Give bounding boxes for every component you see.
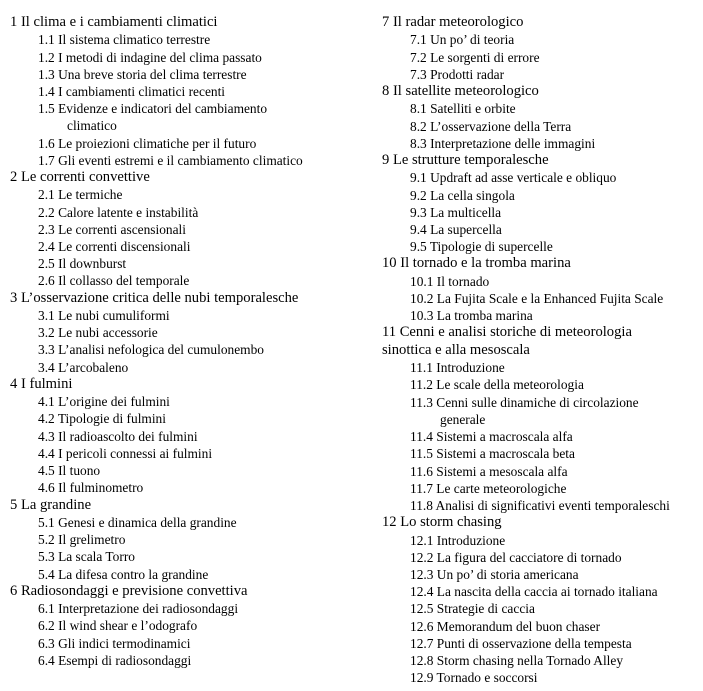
toc-right-column: [382, 14, 700, 686]
chapter-heading: 8 Il satellite meteorologico: [382, 83, 539, 100]
section-entry: 11.1 Introduzione: [410, 360, 505, 376]
section-entry: 9.4 La supercella: [410, 222, 502, 238]
section-entry: 3.4 L’arcobaleno: [38, 359, 129, 375]
section-entry: 12.5 Strategie di caccia: [410, 601, 535, 617]
section-entry: 8.2 L’osservazione della Terra: [410, 118, 572, 134]
chapter-heading: 6 Radiosondaggi e previsione convettiva: [10, 582, 248, 599]
section-entry: 1.6 Le proiezioni climatiche per il futuro: [38, 135, 257, 151]
section-entry: 7.1 Un po’ di teoria: [410, 32, 515, 48]
chapter-heading: 7 Il radar meteorologico: [382, 14, 524, 30]
chapter-heading: 2 Le correnti convettive: [10, 169, 150, 186]
section-entry: 1.7 Gli eventi estremi e il cambiamento climatico: [38, 152, 303, 168]
chapter-heading: 11 Cenni e analisi storiche di meteorologia: [382, 324, 632, 341]
section-continuation: generale: [440, 411, 486, 427]
section-entry: 12.8 Storm chasing nella Tornado Alley: [410, 652, 624, 668]
chapter-heading: 3 L’osservazione critica delle nubi temporalesche: [10, 289, 299, 306]
section-entry: 2.5 Il downburst: [38, 256, 127, 272]
section-entry: 7.2 Le sorgenti di errore: [410, 49, 540, 65]
section-entry: 12.4 La nascita della caccia ai tornado italiana: [410, 584, 658, 600]
chapter-heading: 5 La grandine: [10, 496, 92, 513]
section-entry: 2.3 Le correnti ascensionali: [38, 221, 186, 237]
section-entry: 4.1 L’origine dei fulmini: [38, 394, 170, 410]
section-entry: 9.5 Tipologie di supercelle: [410, 239, 553, 255]
section-entry: 9.3 La multicella: [410, 204, 502, 220]
section-entry: 11.5 Sistemi a macroscala beta: [410, 446, 575, 462]
section-entry: 10.1 Il tornado: [410, 273, 490, 289]
section-entry: 5.4 La difesa contro la grandine: [38, 566, 209, 582]
section-entry: 11.8 Analisi di significativi eventi temporaleschi: [410, 497, 670, 513]
section-entry: 12.2 La figura del cacciatore di tornado: [410, 549, 622, 565]
section-entry: 1.1 Il sistema climatico terrestre: [38, 32, 211, 48]
section-entry: 9.1 Updraft ad asse verticale e obliquo: [410, 170, 617, 186]
section-entry: 12.3 Un po’ di storia americana: [410, 566, 579, 582]
section-entry: 3.1 Le nubi cumuliformi: [38, 308, 170, 324]
section-entry: 12.9 Tornado e soccorsi: [410, 670, 538, 686]
chapter-heading: 9 Le strutture temporalesche: [382, 152, 549, 169]
chapter-heading: 12 Lo storm chasing: [382, 514, 502, 531]
section-entry: 4.2 Tipologie di fulmini: [38, 411, 166, 427]
section-entry: 12.1 Introduzione: [410, 532, 506, 548]
section-entry: 2.2 Calore latente e instabilità: [38, 204, 199, 220]
section-entry: 5.2 Il grelimetro: [38, 532, 126, 548]
section-entry: 3.2 Le nubi accessorie: [38, 325, 158, 341]
section-entry: 10.3 La tromba marina: [410, 308, 533, 324]
section-entry: 4.5 Il tuono: [38, 463, 101, 479]
section-entry: 12.7 Punti di osservazione della tempesta: [410, 635, 632, 651]
chapter-heading-continuation: sinottica e alla mesoscala: [382, 341, 530, 358]
section-entry: 3.3 L’analisi nefologica del cumulonembo: [38, 342, 264, 358]
section-entry: 2.4 Le correnti discensionali: [38, 239, 191, 255]
section-entry: 1.2 I metodi di indagine del clima passato: [38, 49, 262, 65]
section-entry: 2.1 Le termiche: [38, 187, 123, 203]
section-entry: 4.4 I pericoli connessi ai fulmini: [38, 445, 213, 461]
section-entry: 1.4 I cambiamenti climatici recenti: [38, 84, 226, 100]
toc-left-column: [10, 14, 372, 669]
section-entry: 7.3 Prodotti radar: [410, 66, 505, 82]
section-entry: 6.4 Esempi di radiosondaggi: [38, 652, 192, 668]
section-entry: 8.3 Interpretazione delle immagini: [410, 135, 596, 151]
chapter-heading: 4 I fulmini: [10, 375, 73, 392]
section-entry: 11.4 Sistemi a macroscala alfa: [410, 429, 573, 445]
section-entry: 4.6 Il fulminometro: [38, 480, 144, 496]
section-entry: 4.3 Il radioascolto dei fulmini: [38, 428, 198, 444]
section-entry: 11.7 Le carte meteorologiche: [410, 480, 567, 496]
chapter-heading: 1 Il clima e i cambiamenti climatici: [10, 14, 218, 30]
chapter-heading: 10 Il tornado e la tromba marina: [382, 255, 571, 272]
section-entry: 1.3 Una breve storia del clima terrestre: [38, 66, 247, 82]
section-entry: 9.2 La cella singola: [410, 187, 515, 203]
section-entry: 12.6 Memorandum del buon chaser: [410, 618, 601, 634]
section-entry: 5.3 La scala Torro: [38, 549, 135, 565]
section-entry: 11.6 Sistemi a mesoscala alfa: [410, 463, 568, 479]
section-continuation: climatico: [67, 118, 117, 134]
section-entry: 6.1 Interpretazione dei radiosondaggi: [38, 601, 239, 617]
section-entry: 1.5 Evidenze e indicatori del cambiamento: [38, 101, 268, 117]
section-entry: 11.3 Cenni sulle dinamiche di circolazione: [410, 394, 639, 410]
section-entry: 11.2 Le scale della meteorologia: [410, 377, 584, 393]
section-entry: 5.1 Genesi e dinamica della grandine: [38, 514, 237, 530]
section-entry: 10.2 La Fujita Scale e la Enhanced Fujita Scale: [410, 291, 664, 307]
section-entry: 6.3 Gli indici termodinamici: [38, 635, 191, 651]
section-entry: 8.1 Satelliti e orbite: [410, 101, 516, 117]
section-entry: 2.6 Il collasso del temporale: [38, 273, 190, 289]
section-entry: 6.2 Il wind shear e l’odografo: [38, 618, 198, 634]
